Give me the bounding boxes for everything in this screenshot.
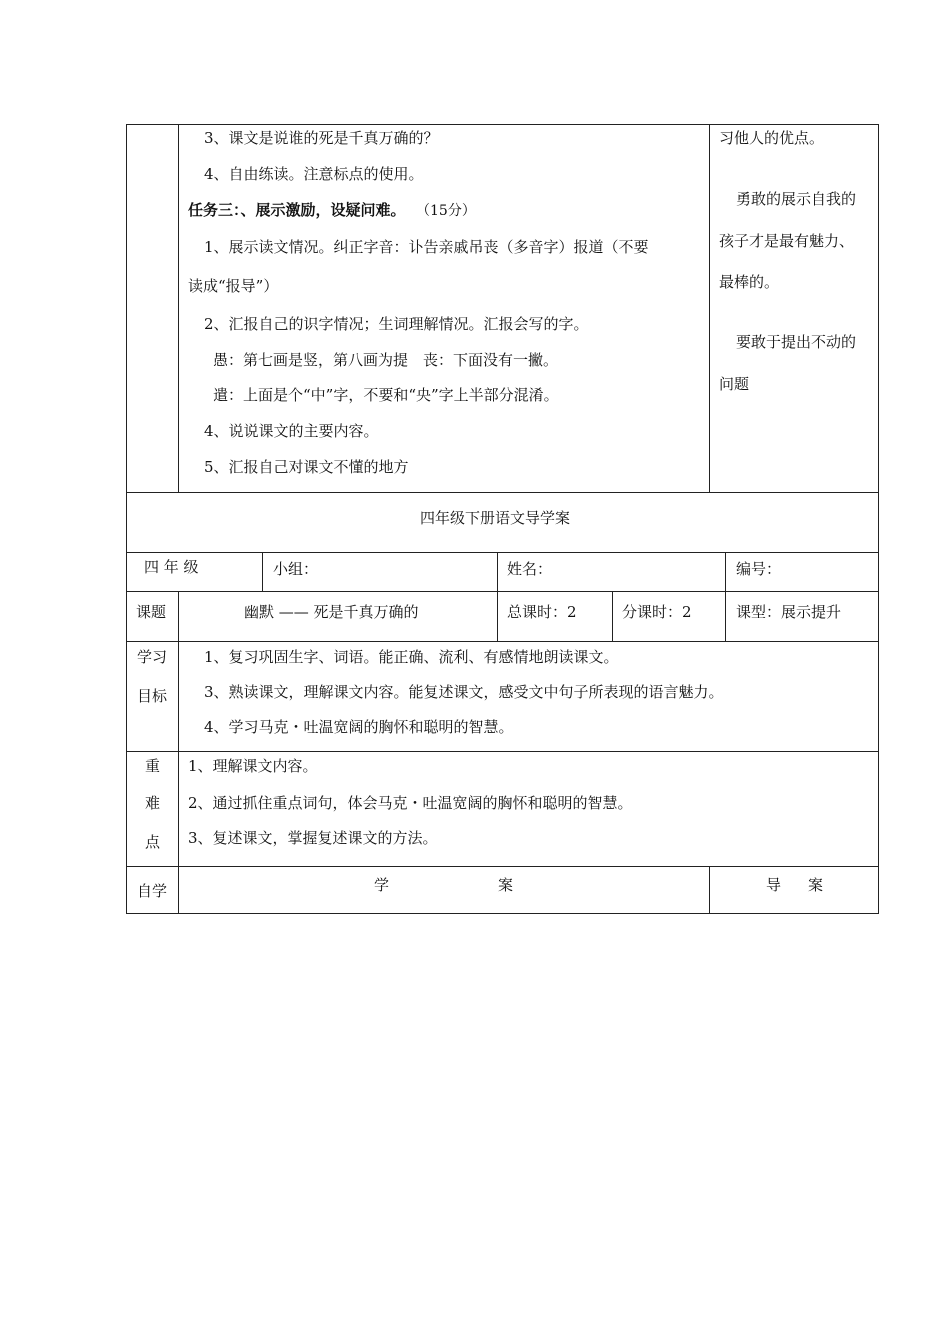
table-col-divider (725, 552, 726, 642)
goals-label: 学习 (137, 648, 168, 666)
task3-line: 愚：第七画是竖，第八画为提 丧：下面没有一撇。 (213, 351, 559, 369)
task3-title: 任务三：、展示激励，设疑问难。 (188, 201, 406, 219)
table-col-divider (497, 552, 498, 642)
grade-label: 四 年 级 (144, 558, 199, 576)
goal-item: 3、熟读课文，理解课文内容。能复述课文，感受文中句子所表现的语言魅力。 (204, 683, 724, 701)
task3-line: 2、汇报自己的识字情况；生词理解情况。汇报会写的字。 (204, 315, 589, 333)
keypoint-item: 3、复述课文，掌握复述课文的方法。 (188, 829, 438, 847)
keypoints-label: 重 (145, 757, 161, 775)
goal-item: 4、学习马克・吐温宽阔的胸怀和聪明的智慧。 (204, 718, 514, 736)
name-label: 姓名： (507, 560, 553, 578)
table-row-divider (126, 492, 879, 493)
question-line: 4、自由练读。注意标点的使用。 (204, 165, 424, 183)
task3-line: 读成“报导”） (188, 277, 279, 295)
topic-label: 课题 (136, 603, 167, 621)
guide-note-line: 问题 (719, 375, 750, 393)
table-col-divider (709, 124, 710, 493)
table-col-divider (709, 866, 710, 914)
table-border-right (878, 124, 879, 914)
lesson-type: 课型：展示提升 (736, 603, 842, 621)
table-col-divider (612, 591, 613, 642)
guide-note-line: 最棒的。 (719, 273, 780, 291)
table-border-bottom (126, 913, 879, 914)
table-row-divider (126, 866, 879, 867)
table-col-divider (178, 591, 179, 914)
group-label: 小组： (273, 560, 319, 578)
guide-note-line: 要敢于提出不动的 (736, 333, 857, 351)
number-label: 编号： (736, 560, 782, 578)
guide-plan-heading: 案 (808, 876, 824, 894)
study-plan-heading: 学 (374, 876, 390, 894)
task3-line: 4、说说课文的主要内容。 (204, 422, 379, 440)
task3-line: 5、汇报自己对课文不懂的地方 (204, 458, 409, 476)
total-hours: 总课时：2 (507, 603, 577, 621)
lesson-topic: 幽默 —— 死是千真万确的 (244, 603, 419, 621)
guide-note-line: 孩子才是最有魅力、 (719, 232, 855, 250)
study-plan-heading: 案 (498, 876, 514, 894)
table-row-divider (126, 751, 879, 752)
goal-item: 1、复习巩固生字、词语。能正确、流利、有感情地朗读课文。 (204, 648, 619, 666)
guide-note-line: 习他人的优点。 (719, 129, 825, 147)
task3-time: （15分） (416, 203, 476, 219)
table-col-divider (262, 552, 263, 592)
table-col-divider (178, 124, 179, 493)
sub-hours: 分课时：2 (622, 603, 692, 621)
table-border-top (126, 124, 879, 125)
keypoints-label: 点 (145, 833, 161, 851)
guide-plan-heading: 导 (766, 876, 782, 894)
keypoints-label: 难 (145, 794, 161, 812)
self-study-label: 自学 (137, 882, 168, 900)
table-row-divider (126, 552, 879, 553)
goals-label: 目标 (137, 687, 168, 705)
keypoint-item: 2、通过抓住重点词句，体会马克・吐温宽阔的胸怀和聪明的智慧。 (188, 794, 633, 812)
keypoint-item: 1、理解课文内容。 (188, 757, 318, 775)
guide-note-line: 勇敢的展示自我的 (736, 190, 857, 208)
table-border-left (126, 124, 127, 914)
question-line: 3、课文是说谁的死是千真万确的？ (204, 129, 439, 147)
doc-title: 四年级下册语文导学案 (420, 509, 571, 527)
task3-line: 遣：上面是个“中”字，不要和“央”字上半部分混淆。 (213, 386, 559, 404)
table-row-divider (126, 591, 879, 592)
task3-line: 1、展示读文情况。纠正字音：讣告亲戚吊丧（多音字）报道（不要 (204, 238, 649, 256)
table-row-divider (126, 641, 879, 642)
